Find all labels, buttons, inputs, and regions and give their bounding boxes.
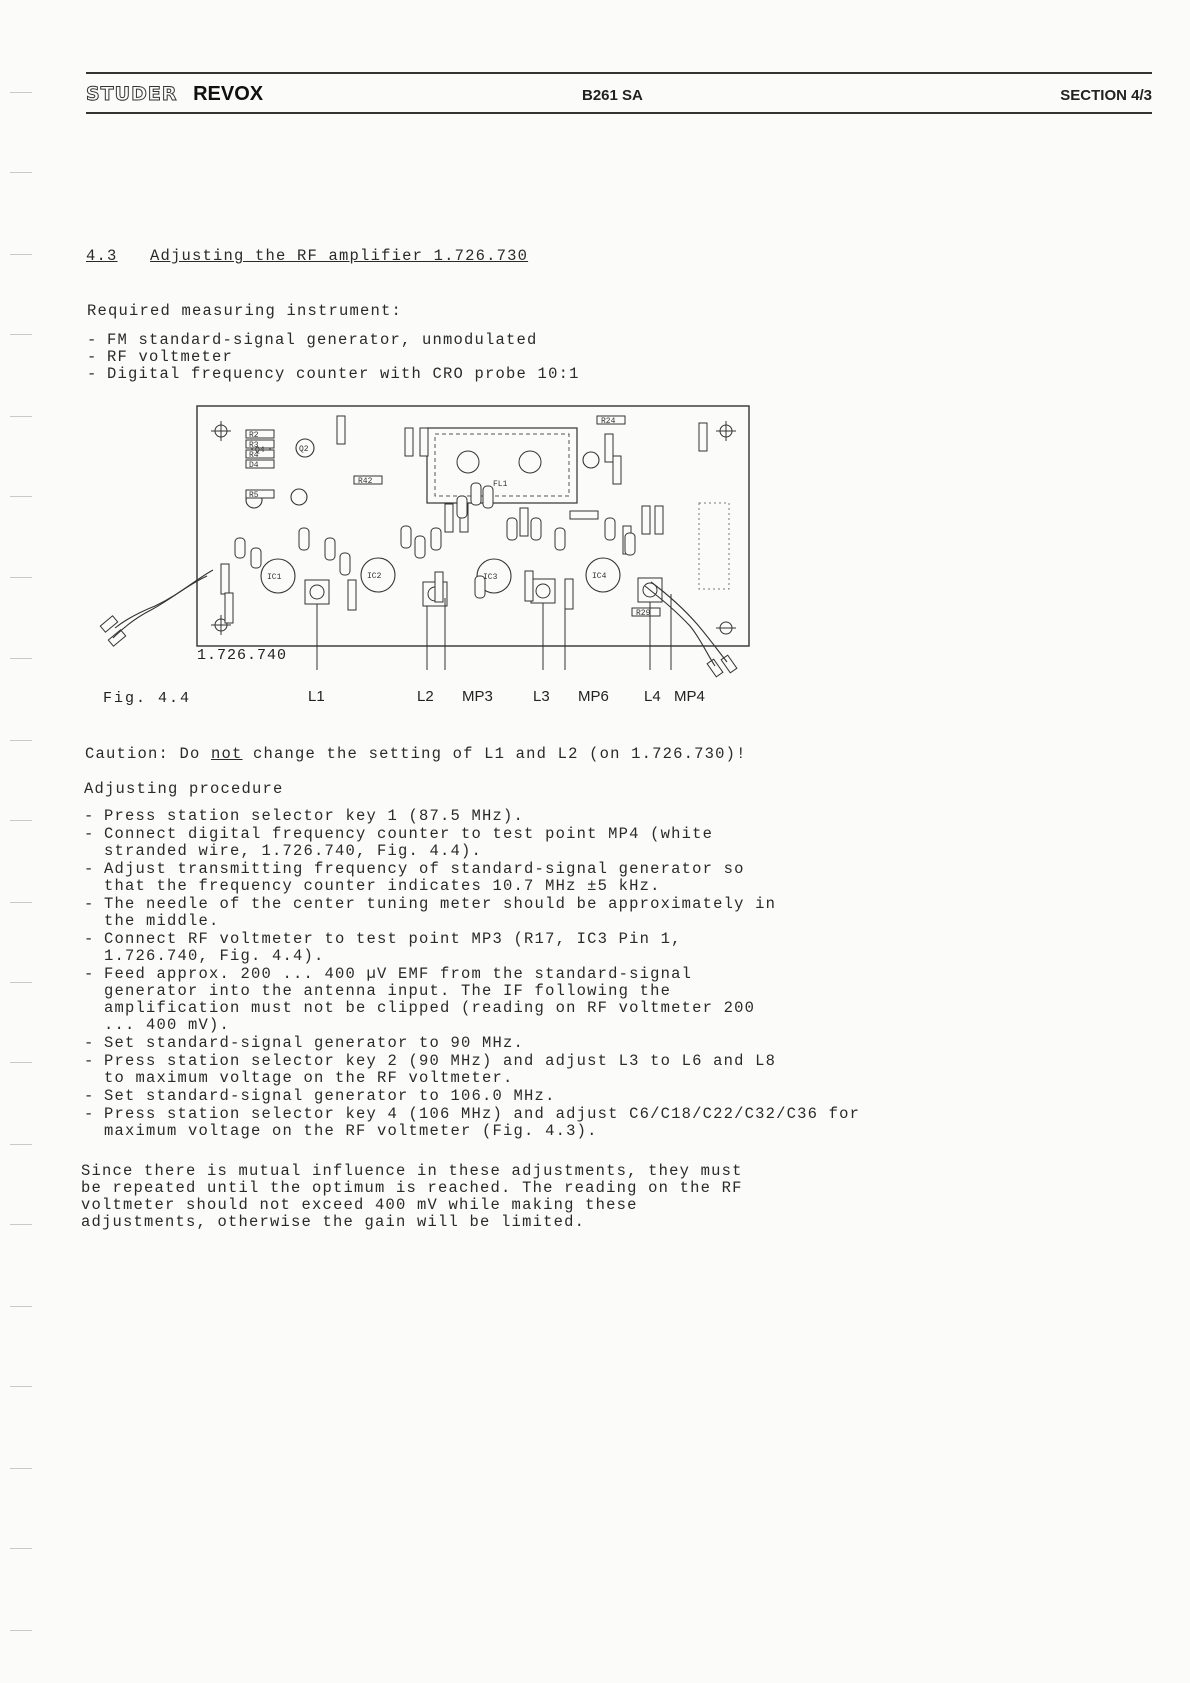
procedure-step: - Press station selector key 2 (90 MHz) and adjust L3 to L6 and L8 to maximum voltage on the RF voltmeter. [84,1053,784,1087]
coil-l1-icon [305,580,329,604]
svg-text:R3: R3 [249,441,259,450]
header-rule-top [86,72,1152,74]
svg-text:IC4: IC4 [592,572,607,581]
filter-pin-icon [457,451,479,473]
procedure-step: - Press station selector key 4 (106 MHz) and adjust C6/C18/C22/C32/C36 for maximum voltage on the RF voltmeter (Fig. 4.3). [84,1106,884,1140]
antenna-wire [115,570,213,628]
svg-text:IC1: IC1 [267,573,282,582]
callout-l1: L1 [308,688,325,705]
callout-mp6: MP6 [578,688,609,705]
wire-plug-icon [707,655,737,677]
mounting-hole-icon [716,622,736,634]
figure-caption: Fig. 4.4 [103,690,192,707]
margin-tick [10,92,32,93]
margin-tick [10,1062,32,1063]
section-label: SECTION 4/3 [1060,87,1152,104]
margin-tick [10,334,32,335]
svg-text:R24: R24 [601,417,616,426]
procedure-step: - Press station selector key 1 (87.5 MHz). [84,808,784,825]
svg-text:Q4: Q4 [255,446,265,455]
brand-revox: REVOX [193,83,264,105]
svg-text:R42: R42 [358,477,373,486]
list-item: - RF voltmeter [87,349,787,366]
connector-strip [699,503,729,589]
svg-text:R2: R2 [249,431,259,440]
section-heading [86,247,528,265]
filter-pin-icon [519,451,541,473]
transistor-icon [291,489,307,505]
list-item: - Digital frequency counter with CRO probe 10:1 [87,366,787,383]
procedure-step: - The needle of the center tuning meter should be approximately in the middle. [84,896,784,930]
instruments-block [87,302,787,383]
margin-tick [10,496,32,497]
margin-tick [10,740,32,741]
pcb-outline [197,406,749,646]
svg-text:R5: R5 [249,491,259,500]
svg-text:FL1: FL1 [493,480,508,489]
filter-fl1 [427,428,577,503]
margin-tick [10,658,32,659]
callout-l3: L3 [533,688,550,705]
margin-tick [10,172,32,173]
callout-l2: L2 [417,688,434,705]
coil-l3-icon [531,579,555,603]
callout-mp4: MP4 [674,688,705,705]
brand-studer: STUDER [86,83,178,105]
caution-suffix: change the setting of L1 and L2 (on 1.726.730)! [242,745,747,763]
brand-logo [86,83,263,106]
procedure-step: - Set standard-signal generator to 90 MHz. [84,1035,784,1052]
instruments-heading: Required measuring instrument: [87,302,403,320]
margin-tick [10,577,32,578]
model-number: B261 SA [582,87,643,104]
margin-tick [10,1548,32,1549]
mounting-hole-icon [716,421,736,441]
caution-prefix: Caution: Do [85,745,212,763]
pcb-figure [85,398,775,718]
margin-tick [10,1630,32,1631]
section-title: Adjusting the RF amplifier 1.726.730 [150,247,529,265]
margin-tick [10,982,32,983]
margin-tick [10,1386,32,1387]
margin-tick [10,416,32,417]
procedure-step: - Feed approx. 200 ... 400 µV EMF from the standard-signal generator into the antenna input. The IF following the amplification must not be clipped (reading on RF voltmeter 200 ... 400 mV). [84,966,784,1034]
procedure-block [84,780,861,1141]
list-item: - FM standard-signal generator, unmodulated [87,332,787,349]
margin-tick [10,1306,32,1307]
instruments-list [87,332,787,383]
antenna-wire [113,576,207,638]
svg-text:D4: D4 [249,461,259,470]
svg-text:IC2: IC2 [367,572,382,581]
margin-tick [10,902,32,903]
board-number: 1.726.740 [197,647,288,664]
procedure-step: - Connect digital frequency counter to test point MP4 (white stranded wire, 1.726.740, Fig. 4.4). [84,826,784,860]
svg-text:R29: R29 [636,609,651,618]
procedure-heading: Adjusting procedure [84,780,284,798]
procedure-list [84,807,861,1140]
caution-emphasis: not [211,745,243,763]
svg-text:IC3: IC3 [483,573,498,582]
margin-tick [10,820,32,821]
mounting-hole-icon [211,421,231,441]
margin-tick [10,1224,32,1225]
procedure-step: - Adjust transmitting frequency of standard-signal generator so that the frequency counter indicates 10.7 MHz ±5 kHz. [84,861,784,895]
procedure-step: - Connect RF voltmeter to test point MP3 (R17, IC3 Pin 1, 1.726.740, Fig. 4.4). [84,931,784,965]
header-rule-bottom [86,112,1152,114]
margin-tick [10,1144,32,1145]
section-number: 4.3 [86,247,118,265]
svg-text:Q2: Q2 [299,445,309,454]
closing-paragraph: Since there is mutual influence in these adjustments, they must be repeated until the optimum is reached. The reading on the RF voltmeter should not exceed 400 mV while making these adjustments, otherwise the gain will be limited. [81,1162,743,1231]
svg-text:R4: R4 [249,451,259,460]
callout-leaders [317,594,671,670]
callout-mp3: MP3 [462,688,493,705]
callout-l4: L4 [644,688,661,705]
margin-tick [10,1468,32,1469]
wire-plug-icon [100,616,125,646]
caution-note [85,745,1085,763]
transistor-icon [583,452,599,468]
procedure-step: - Set standard-signal generator to 106.0 MHz. [84,1088,784,1105]
mp4-wire [645,586,715,666]
margin-tick [10,254,32,255]
